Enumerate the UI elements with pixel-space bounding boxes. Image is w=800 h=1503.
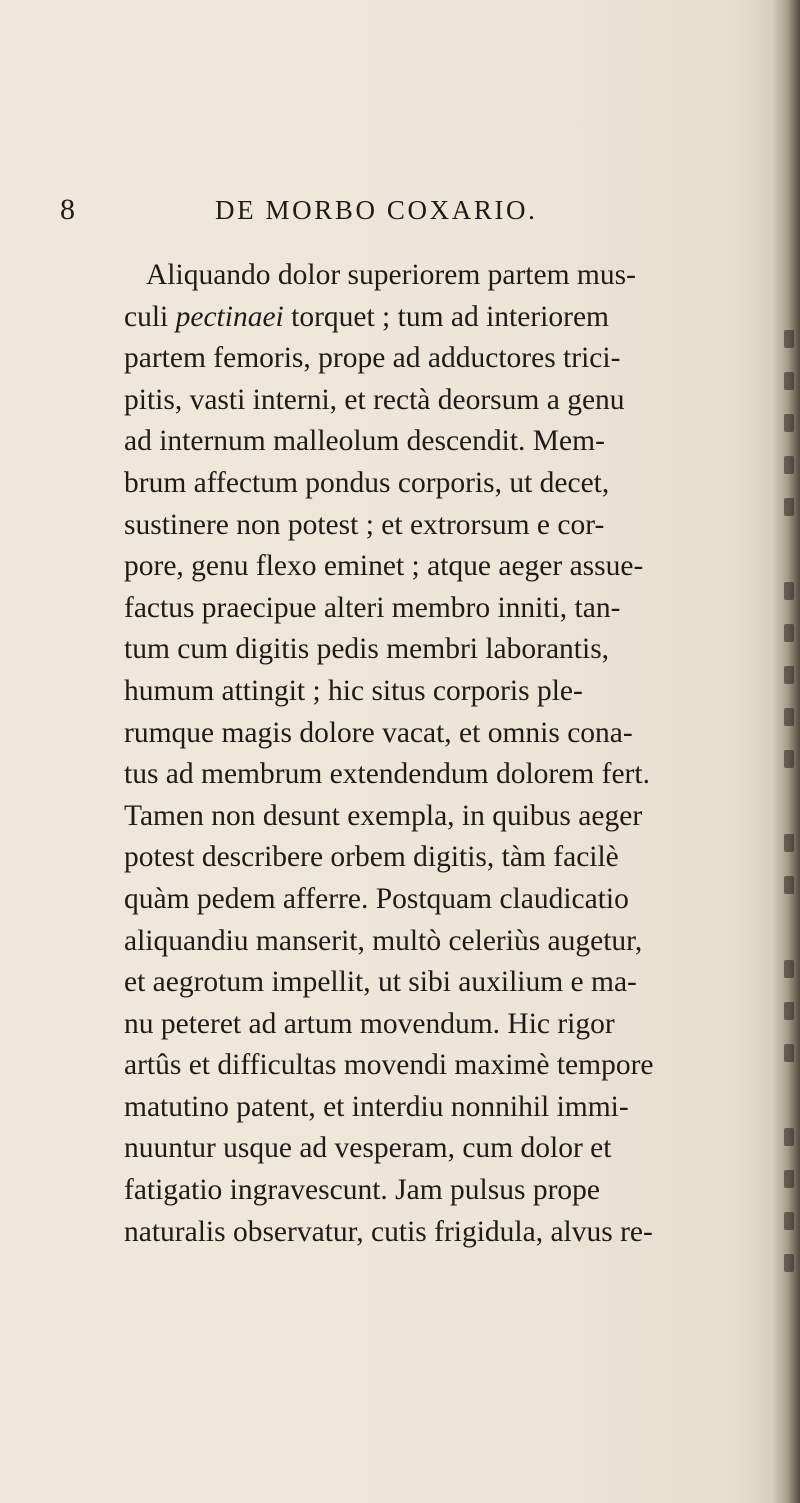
line-text: pitis, vasti interni, et rectà deorsum a genu [124,383,625,416]
text-line [124,546,764,588]
text-line [124,1087,764,1129]
text-line [124,1170,764,1212]
text-line [124,1004,764,1046]
text-line [124,837,764,879]
line-text: potest describere orbem digitis, tàm facilè [124,841,619,874]
line-text: brum affectum pondus corporis, ut decet, [124,466,610,499]
text-line [124,796,764,838]
line-text: Aliquando dolor superiorem partem mus- [146,259,636,291]
text-line [124,1045,764,1087]
line-text: tus ad membrum extendendum dolorem fert. [124,758,650,791]
adjacent-page-edge-marks [780,330,794,1320]
page-number: 8 [60,193,75,226]
text-line [124,463,764,505]
line-text: Tamen non desunt exempla, in quibus aeger [124,799,643,832]
text-line [124,1128,764,1170]
line-text: sustinere non potest ; et extrorsum e cor- [124,508,605,541]
text-line [124,962,764,1004]
line-text: nu peteret ad artum movendum. Hic rigor [124,1007,615,1040]
line-text: quàm pedem afferre. Postquam claudicatio [124,882,629,915]
text-line [124,1212,764,1254]
page-header [60,190,760,230]
line-text: aliquandiu manserit, multò celeriùs augetur, [124,924,643,957]
line-text: ad internum malleolum descendit. Mem- [124,425,605,458]
text-line [124,338,764,380]
line-text-pre: culi [124,300,176,333]
line-text: nuuntur usque ad vesperam, cum dolor et [124,1132,612,1165]
line-text: matutino patent, et interdiu nonnihil immi- [124,1090,629,1123]
line-text: artûs et difficultas movendi maximè tempore [124,1049,654,1082]
line-text: factus praecipue alteri membro inniti, tan- [124,591,621,624]
text-line [124,713,764,755]
line-text: tum cum digitis pedis membri laborantis, [124,633,610,666]
line-text: partem femoris, prope ad adductores trici- [124,342,621,375]
line-text: fatigatio ingravescunt. Jam pulsus prope [124,1174,600,1207]
text-line [124,255,764,297]
text-line [124,421,764,463]
text-line [124,380,764,422]
line-text: pore, genu flexo eminet ; atque aeger assue- [124,550,644,583]
text-line [124,297,764,339]
text-line [124,671,764,713]
text-line [124,921,764,963]
paragraph [124,255,764,1253]
text-line [124,879,764,921]
line-text: et aegrotum impellit, ut sibi auxilium e ma- [124,966,637,999]
line-text: humum attingit ; hic situs corporis ple- [124,674,583,707]
text-line [124,754,764,796]
line-text: rumque magis dolore vacat, et omnis cona- [124,716,633,749]
text-line [124,629,764,671]
line-text-post: torquet ; tum ad interiorem [283,300,609,333]
running-head: DE MORBO COXARIO. [215,195,538,225]
line-text: naturalis observatur, cutis frigidula, alvus re- [124,1215,653,1248]
text-line [124,505,764,547]
italic-term: pectinaei [175,300,284,333]
text-line [124,588,764,630]
